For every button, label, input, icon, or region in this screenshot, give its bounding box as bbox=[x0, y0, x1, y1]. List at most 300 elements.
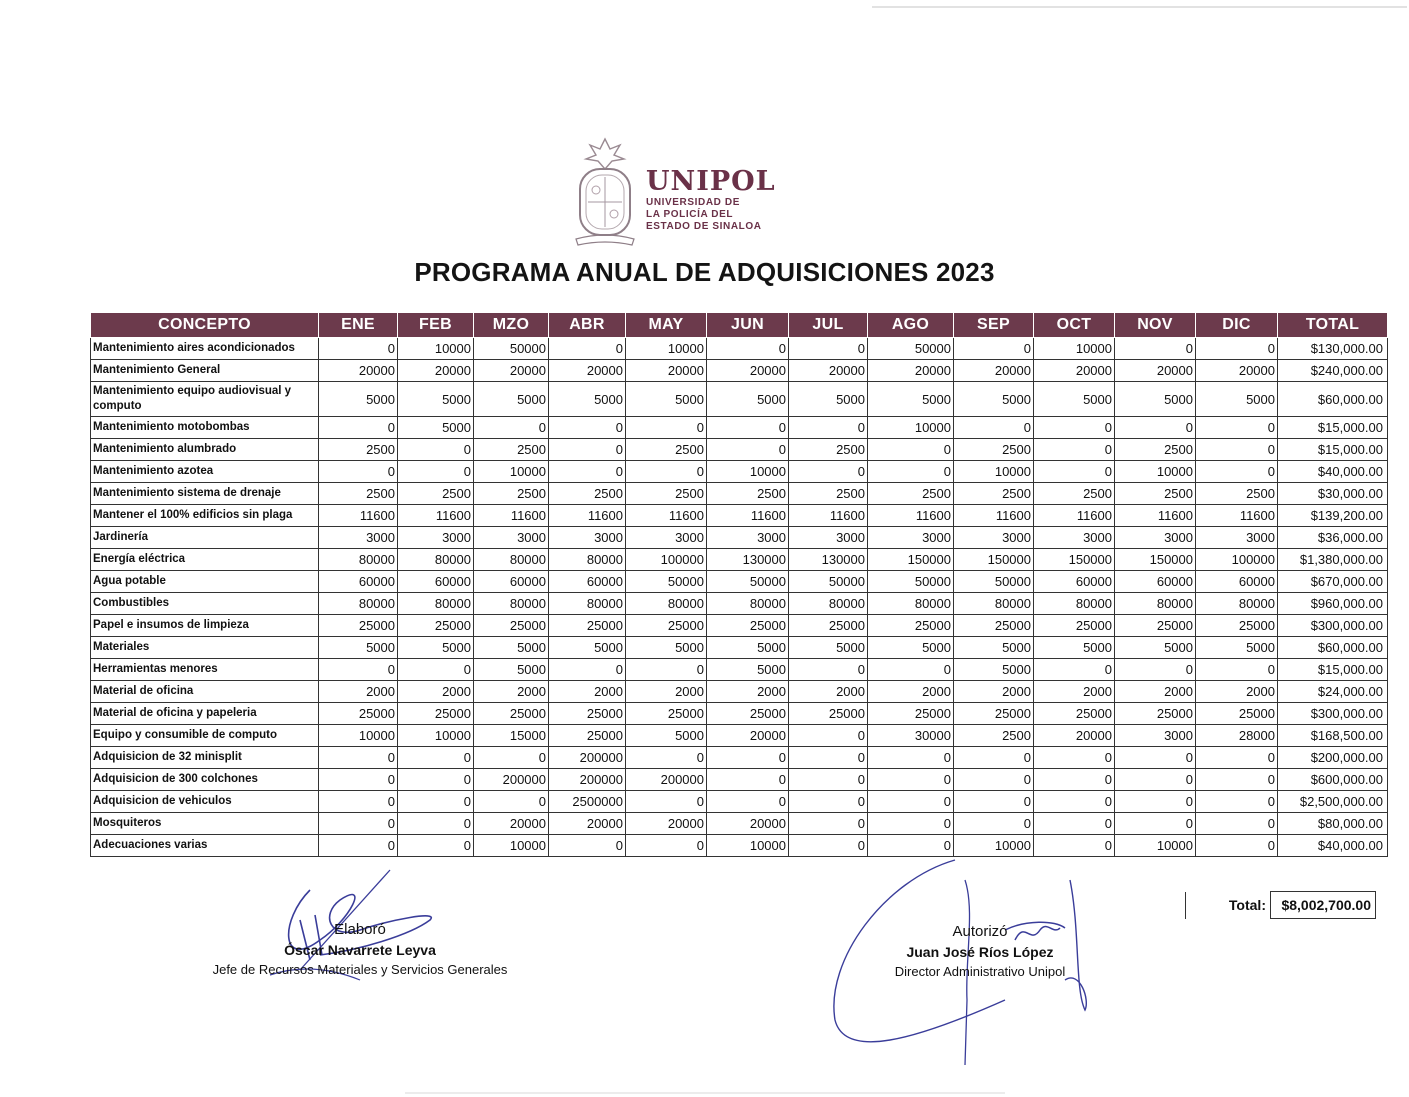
row-total-cell: $300,000.00 bbox=[1278, 615, 1388, 637]
month-value-cell: 2000 bbox=[319, 681, 398, 703]
month-value-cell: 0 bbox=[1196, 461, 1278, 483]
concept-cell: Papel e insumos de limpieza bbox=[91, 615, 319, 637]
row-total-cell: $15,000.00 bbox=[1278, 659, 1388, 681]
row-total-cell: $960,000.00 bbox=[1278, 593, 1388, 615]
row-total-cell: $168,500.00 bbox=[1278, 725, 1388, 747]
month-value-cell: 25000 bbox=[707, 703, 789, 725]
month-value-cell: 50000 bbox=[707, 571, 789, 593]
concept-cell: Material de oficina bbox=[91, 681, 319, 703]
month-value-cell: 80000 bbox=[1115, 593, 1196, 615]
table-row bbox=[91, 461, 1388, 483]
acquisitions-table bbox=[90, 312, 1388, 857]
month-value-cell: 0 bbox=[789, 659, 868, 681]
month-value-cell: 3000 bbox=[549, 527, 626, 549]
row-total-cell: $30,000.00 bbox=[1278, 483, 1388, 505]
month-value-cell: 0 bbox=[1034, 835, 1115, 857]
month-value-cell: 0 bbox=[319, 338, 398, 360]
month-value-cell: 2500 bbox=[1034, 483, 1115, 505]
month-value-cell: 0 bbox=[707, 769, 789, 791]
month-value-cell: 3000 bbox=[868, 527, 954, 549]
month-value-cell: 50000 bbox=[868, 571, 954, 593]
signature-left-name: Óscar Navarrete Leyva bbox=[284, 942, 436, 958]
month-value-cell: 0 bbox=[1115, 813, 1196, 835]
month-value-cell: 11600 bbox=[626, 505, 707, 527]
month-value-cell: 25000 bbox=[1196, 703, 1278, 725]
month-value-cell: 2500 bbox=[474, 483, 549, 505]
month-value-cell: 5000 bbox=[549, 382, 626, 417]
month-value-cell: 25000 bbox=[474, 615, 549, 637]
month-value-cell: 80000 bbox=[1196, 593, 1278, 615]
month-value-cell: 0 bbox=[1196, 791, 1278, 813]
month-value-cell: 20000 bbox=[626, 813, 707, 835]
signature-left bbox=[150, 920, 570, 980]
grand-total bbox=[1185, 891, 1376, 919]
month-value-cell: 11600 bbox=[707, 505, 789, 527]
month-value-cell: 0 bbox=[626, 791, 707, 813]
month-value-cell: 20000 bbox=[319, 360, 398, 382]
table-row bbox=[91, 549, 1388, 571]
brand-line-3: ESTADO DE SINALOA bbox=[646, 221, 762, 232]
month-value-cell: 0 bbox=[319, 791, 398, 813]
table-row bbox=[91, 527, 1388, 549]
month-value-cell: 10000 bbox=[398, 725, 474, 747]
university-seal-icon bbox=[572, 135, 638, 247]
row-total-cell: $24,000.00 bbox=[1278, 681, 1388, 703]
month-value-cell: 0 bbox=[789, 813, 868, 835]
month-value-cell: 5000 bbox=[474, 382, 549, 417]
month-value-cell: 5000 bbox=[1196, 637, 1278, 659]
month-value-cell: 20000 bbox=[707, 813, 789, 835]
table-row bbox=[91, 725, 1388, 747]
month-value-cell: 0 bbox=[474, 417, 549, 439]
month-value-cell: 0 bbox=[549, 338, 626, 360]
month-value-cell: 3000 bbox=[1115, 725, 1196, 747]
table-row bbox=[91, 483, 1388, 505]
signature-left-role: Elaboró bbox=[334, 921, 386, 938]
month-value-cell: 10000 bbox=[707, 835, 789, 857]
row-total-cell: $300,000.00 bbox=[1278, 703, 1388, 725]
month-value-cell: 0 bbox=[398, 791, 474, 813]
concept-cell: Mosquiteros bbox=[91, 813, 319, 835]
month-value-cell: 2500 bbox=[868, 483, 954, 505]
month-value-cell: 0 bbox=[868, 747, 954, 769]
month-value-cell: 25000 bbox=[549, 615, 626, 637]
month-value-cell: 2500 bbox=[707, 483, 789, 505]
month-value-cell: 80000 bbox=[319, 593, 398, 615]
month-value-cell: 0 bbox=[1115, 791, 1196, 813]
month-value-cell: 0 bbox=[1115, 747, 1196, 769]
column-header-sep: SEP bbox=[954, 313, 1034, 338]
month-value-cell: 2000 bbox=[789, 681, 868, 703]
table-row bbox=[91, 360, 1388, 382]
month-value-cell: 11600 bbox=[1196, 505, 1278, 527]
month-value-cell: 60000 bbox=[319, 571, 398, 593]
month-value-cell: 20000 bbox=[549, 360, 626, 382]
month-value-cell: 0 bbox=[398, 439, 474, 461]
concept-cell: Adquisicion de 300 colchones bbox=[91, 769, 319, 791]
table-row bbox=[91, 747, 1388, 769]
month-value-cell: 10000 bbox=[868, 417, 954, 439]
month-value-cell: 5000 bbox=[626, 725, 707, 747]
month-value-cell: 60000 bbox=[1034, 571, 1115, 593]
month-value-cell: 3000 bbox=[707, 527, 789, 549]
month-value-cell: 2500 bbox=[954, 725, 1034, 747]
month-value-cell: 0 bbox=[398, 835, 474, 857]
month-value-cell: 0 bbox=[626, 417, 707, 439]
concept-cell: Mantenimiento alumbrado bbox=[91, 439, 319, 461]
month-value-cell: 0 bbox=[954, 338, 1034, 360]
month-value-cell: 60000 bbox=[398, 571, 474, 593]
concept-cell: Mantenimiento azotea bbox=[91, 461, 319, 483]
column-header-oct: OCT bbox=[1034, 313, 1115, 338]
table-row bbox=[91, 659, 1388, 681]
table-row bbox=[91, 593, 1388, 615]
month-value-cell: 5000 bbox=[707, 659, 789, 681]
row-total-cell: $600,000.00 bbox=[1278, 769, 1388, 791]
month-value-cell: 0 bbox=[1196, 439, 1278, 461]
month-value-cell: 130000 bbox=[707, 549, 789, 571]
month-value-cell: 15000 bbox=[474, 725, 549, 747]
month-value-cell: 0 bbox=[1034, 747, 1115, 769]
month-value-cell: 5000 bbox=[319, 637, 398, 659]
month-value-cell: 20000 bbox=[868, 360, 954, 382]
month-value-cell: 11600 bbox=[549, 505, 626, 527]
month-value-cell: 0 bbox=[789, 461, 868, 483]
column-header-mzo: MZO bbox=[474, 313, 549, 338]
month-value-cell: 10000 bbox=[1115, 835, 1196, 857]
month-value-cell: 80000 bbox=[707, 593, 789, 615]
month-value-cell: 3000 bbox=[319, 527, 398, 549]
month-value-cell: 0 bbox=[398, 659, 474, 681]
month-value-cell: 11600 bbox=[319, 505, 398, 527]
month-value-cell: 20000 bbox=[474, 813, 549, 835]
scan-top-line bbox=[872, 6, 1407, 8]
page-title: PROGRAMA ANUAL DE ADQUISICIONES 2023 bbox=[414, 257, 995, 287]
month-value-cell: 25000 bbox=[549, 725, 626, 747]
month-value-cell: 0 bbox=[549, 659, 626, 681]
month-value-cell: 10000 bbox=[474, 835, 549, 857]
column-header-concepto: CONCEPTO bbox=[91, 313, 319, 338]
column-header-ago: AGO bbox=[868, 313, 954, 338]
month-value-cell: 0 bbox=[868, 659, 954, 681]
concept-cell: Adecuaciones varias bbox=[91, 835, 319, 857]
month-value-cell: 0 bbox=[398, 747, 474, 769]
concept-cell: Jardinería bbox=[91, 527, 319, 549]
month-value-cell: 5000 bbox=[954, 659, 1034, 681]
month-value-cell: 20000 bbox=[626, 360, 707, 382]
row-total-cell: $40,000.00 bbox=[1278, 461, 1388, 483]
month-value-cell: 0 bbox=[707, 417, 789, 439]
column-header-abr: ABR bbox=[549, 313, 626, 338]
month-value-cell: 3000 bbox=[954, 527, 1034, 549]
row-total-cell: $1,380,000.00 bbox=[1278, 549, 1388, 571]
month-value-cell: 25000 bbox=[707, 615, 789, 637]
month-value-cell: 25000 bbox=[319, 703, 398, 725]
month-value-cell: 0 bbox=[1115, 769, 1196, 791]
row-total-cell: $139,200.00 bbox=[1278, 505, 1388, 527]
month-value-cell: 5000 bbox=[1196, 382, 1278, 417]
month-value-cell: 0 bbox=[868, 461, 954, 483]
table-row bbox=[91, 505, 1388, 527]
month-value-cell: 11600 bbox=[954, 505, 1034, 527]
month-value-cell: 0 bbox=[319, 813, 398, 835]
month-value-cell: 25000 bbox=[474, 703, 549, 725]
month-value-cell: 0 bbox=[474, 791, 549, 813]
concept-cell: Material de oficina y papeleria bbox=[91, 703, 319, 725]
brand-name: UNIPOL bbox=[646, 166, 776, 197]
row-total-cell: $670,000.00 bbox=[1278, 571, 1388, 593]
month-value-cell: 10000 bbox=[954, 835, 1034, 857]
month-value-cell: 0 bbox=[954, 769, 1034, 791]
concept-cell: Adquisicion de 32 minisplit bbox=[91, 747, 319, 769]
month-value-cell: 0 bbox=[549, 417, 626, 439]
month-value-cell: 2500 bbox=[474, 439, 549, 461]
month-value-cell: 80000 bbox=[954, 593, 1034, 615]
month-value-cell: 2500 bbox=[789, 439, 868, 461]
month-value-cell: 2500 bbox=[954, 483, 1034, 505]
month-value-cell: 10000 bbox=[707, 461, 789, 483]
month-value-cell: 11600 bbox=[868, 505, 954, 527]
month-value-cell: 150000 bbox=[1034, 549, 1115, 571]
month-value-cell: 25000 bbox=[1115, 615, 1196, 637]
concept-cell: Combustibles bbox=[91, 593, 319, 615]
month-value-cell: 5000 bbox=[707, 637, 789, 659]
month-value-cell: 2500 bbox=[789, 483, 868, 505]
month-value-cell: 150000 bbox=[1115, 549, 1196, 571]
month-value-cell: 2500000 bbox=[549, 791, 626, 813]
month-value-cell: 150000 bbox=[954, 549, 1034, 571]
month-value-cell: 25000 bbox=[868, 615, 954, 637]
month-value-cell: 60000 bbox=[1196, 571, 1278, 593]
month-value-cell: 0 bbox=[789, 747, 868, 769]
month-value-cell: 0 bbox=[549, 835, 626, 857]
month-value-cell: 5000 bbox=[1034, 382, 1115, 417]
month-value-cell: 0 bbox=[398, 461, 474, 483]
month-value-cell: 20000 bbox=[1196, 360, 1278, 382]
month-value-cell: 28000 bbox=[1196, 725, 1278, 747]
table-header-row bbox=[91, 313, 1388, 338]
month-value-cell: 80000 bbox=[474, 593, 549, 615]
month-value-cell: 80000 bbox=[319, 549, 398, 571]
concept-cell: Energía eléctrica bbox=[91, 549, 319, 571]
month-value-cell: 2000 bbox=[1115, 681, 1196, 703]
signature-right-name: Juan José Ríos López bbox=[906, 944, 1054, 960]
month-value-cell: 3000 bbox=[1034, 527, 1115, 549]
row-total-cell: $2,500,000.00 bbox=[1278, 791, 1388, 813]
month-value-cell: 5000 bbox=[626, 637, 707, 659]
month-value-cell: 0 bbox=[626, 835, 707, 857]
month-value-cell: 20000 bbox=[474, 360, 549, 382]
month-value-cell: 25000 bbox=[789, 703, 868, 725]
month-value-cell: 100000 bbox=[626, 549, 707, 571]
month-value-cell: 0 bbox=[868, 769, 954, 791]
month-value-cell: 80000 bbox=[868, 593, 954, 615]
signature-left-title: Jefe de Recursos Materiales y Servicios Generales bbox=[212, 962, 508, 977]
column-header-ene: ENE bbox=[319, 313, 398, 338]
month-value-cell: 0 bbox=[1034, 813, 1115, 835]
month-value-cell: 10000 bbox=[954, 461, 1034, 483]
concept-cell: Materiales bbox=[91, 637, 319, 659]
table-row bbox=[91, 382, 1388, 417]
month-value-cell: 2000 bbox=[549, 681, 626, 703]
month-value-cell: 25000 bbox=[1034, 703, 1115, 725]
month-value-cell: 11600 bbox=[1034, 505, 1115, 527]
month-value-cell: 0 bbox=[1196, 769, 1278, 791]
month-value-cell: 2500 bbox=[1115, 439, 1196, 461]
column-header-jun: JUN bbox=[707, 313, 789, 338]
month-value-cell: 0 bbox=[954, 791, 1034, 813]
month-value-cell: 25000 bbox=[398, 615, 474, 637]
month-value-cell: 80000 bbox=[549, 593, 626, 615]
month-value-cell: 0 bbox=[1115, 659, 1196, 681]
table-row bbox=[91, 681, 1388, 703]
month-value-cell: 80000 bbox=[474, 549, 549, 571]
concept-cell: Mantener el 100% edificios sin plaga bbox=[91, 505, 319, 527]
month-value-cell: 5000 bbox=[789, 637, 868, 659]
signature-right bbox=[860, 922, 1100, 982]
month-value-cell: 0 bbox=[1034, 769, 1115, 791]
month-value-cell: 10000 bbox=[1115, 461, 1196, 483]
month-value-cell: 25000 bbox=[868, 703, 954, 725]
month-value-cell: 0 bbox=[1034, 439, 1115, 461]
row-total-cell: $130,000.00 bbox=[1278, 338, 1388, 360]
month-value-cell: 0 bbox=[707, 338, 789, 360]
concept-cell: Mantenimiento sistema de drenaje bbox=[91, 483, 319, 505]
month-value-cell: 0 bbox=[1196, 813, 1278, 835]
month-value-cell: 11600 bbox=[398, 505, 474, 527]
month-value-cell: 0 bbox=[319, 659, 398, 681]
month-value-cell: 0 bbox=[707, 439, 789, 461]
concept-cell: Mantenimiento aires acondicionados bbox=[91, 338, 319, 360]
month-value-cell: 0 bbox=[319, 769, 398, 791]
column-header-dic: DIC bbox=[1196, 313, 1278, 338]
month-value-cell: 50000 bbox=[626, 571, 707, 593]
month-value-cell: 25000 bbox=[626, 703, 707, 725]
month-value-cell: 60000 bbox=[474, 571, 549, 593]
month-value-cell: 3000 bbox=[474, 527, 549, 549]
month-value-cell: 0 bbox=[398, 769, 474, 791]
column-header-may: MAY bbox=[626, 313, 707, 338]
month-value-cell: 60000 bbox=[549, 571, 626, 593]
month-value-cell: 25000 bbox=[1196, 615, 1278, 637]
month-value-cell: 0 bbox=[1196, 338, 1278, 360]
month-value-cell: 80000 bbox=[626, 593, 707, 615]
month-value-cell: 25000 bbox=[398, 703, 474, 725]
month-value-cell: 0 bbox=[319, 835, 398, 857]
month-value-cell: 0 bbox=[707, 747, 789, 769]
month-value-cell: 2500 bbox=[398, 483, 474, 505]
month-value-cell: 0 bbox=[549, 461, 626, 483]
month-value-cell: 5000 bbox=[474, 659, 549, 681]
month-value-cell: 0 bbox=[1034, 791, 1115, 813]
grand-total-value: $8,002,700.00 bbox=[1271, 892, 1376, 919]
month-value-cell: 0 bbox=[626, 659, 707, 681]
month-value-cell: 2500 bbox=[954, 439, 1034, 461]
month-value-cell: 5000 bbox=[868, 382, 954, 417]
concept-cell: Herramientas menores bbox=[91, 659, 319, 681]
month-value-cell: 11600 bbox=[474, 505, 549, 527]
month-value-cell: 0 bbox=[319, 417, 398, 439]
month-value-cell: 0 bbox=[1034, 461, 1115, 483]
month-value-cell: 0 bbox=[868, 813, 954, 835]
month-value-cell: 0 bbox=[707, 791, 789, 813]
table-row bbox=[91, 571, 1388, 593]
month-value-cell: 20000 bbox=[1115, 360, 1196, 382]
month-value-cell: 20000 bbox=[954, 360, 1034, 382]
month-value-cell: 20000 bbox=[707, 360, 789, 382]
month-value-cell: 5000 bbox=[398, 382, 474, 417]
month-value-cell: 0 bbox=[1196, 747, 1278, 769]
month-value-cell: 60000 bbox=[1115, 571, 1196, 593]
month-value-cell: 200000 bbox=[626, 769, 707, 791]
signature-right-role: Autorizó bbox=[952, 923, 1008, 940]
month-value-cell: 0 bbox=[398, 813, 474, 835]
brand-block bbox=[646, 167, 776, 233]
month-value-cell: 20000 bbox=[707, 725, 789, 747]
concept-cell: Mantenimiento General bbox=[91, 360, 319, 382]
table-row bbox=[91, 637, 1388, 659]
month-value-cell: 5000 bbox=[398, 637, 474, 659]
month-value-cell: 80000 bbox=[398, 549, 474, 571]
table-row bbox=[91, 769, 1388, 791]
row-total-cell: $15,000.00 bbox=[1278, 439, 1388, 461]
month-value-cell: 25000 bbox=[626, 615, 707, 637]
month-value-cell: 2000 bbox=[626, 681, 707, 703]
month-value-cell: 25000 bbox=[954, 703, 1034, 725]
month-value-cell: 0 bbox=[954, 417, 1034, 439]
column-header-jul: JUL bbox=[789, 313, 868, 338]
row-total-cell: $15,000.00 bbox=[1278, 417, 1388, 439]
table-row bbox=[91, 417, 1388, 439]
month-value-cell: 3000 bbox=[1196, 527, 1278, 549]
concept-cell: Equipo y consumible de computo bbox=[91, 725, 319, 747]
row-total-cell: $60,000.00 bbox=[1278, 637, 1388, 659]
month-value-cell: 50000 bbox=[868, 338, 954, 360]
month-value-cell: 0 bbox=[474, 747, 549, 769]
month-value-cell: 25000 bbox=[789, 615, 868, 637]
month-value-cell: 2000 bbox=[474, 681, 549, 703]
month-value-cell: 30000 bbox=[868, 725, 954, 747]
row-total-cell: $36,000.00 bbox=[1278, 527, 1388, 549]
month-value-cell: 130000 bbox=[789, 549, 868, 571]
month-value-cell: 3000 bbox=[789, 527, 868, 549]
month-value-cell: 100000 bbox=[1196, 549, 1278, 571]
month-value-cell: 0 bbox=[319, 461, 398, 483]
month-value-cell: 5000 bbox=[954, 637, 1034, 659]
month-value-cell: 0 bbox=[868, 791, 954, 813]
month-value-cell: 0 bbox=[1115, 417, 1196, 439]
month-value-cell: 150000 bbox=[868, 549, 954, 571]
month-value-cell: 80000 bbox=[549, 549, 626, 571]
month-value-cell: 5000 bbox=[954, 382, 1034, 417]
month-value-cell: 0 bbox=[868, 439, 954, 461]
month-value-cell: 2500 bbox=[1115, 483, 1196, 505]
month-value-cell: 0 bbox=[1196, 659, 1278, 681]
concept-cell: Mantenimiento motobombas bbox=[91, 417, 319, 439]
row-total-cell: $240,000.00 bbox=[1278, 360, 1388, 382]
month-value-cell: 0 bbox=[789, 338, 868, 360]
month-value-cell: 11600 bbox=[789, 505, 868, 527]
table-row bbox=[91, 615, 1388, 637]
month-value-cell: 20000 bbox=[398, 360, 474, 382]
month-value-cell: 200000 bbox=[549, 747, 626, 769]
month-value-cell: 2000 bbox=[1034, 681, 1115, 703]
month-value-cell: 200000 bbox=[474, 769, 549, 791]
month-value-cell: 0 bbox=[954, 747, 1034, 769]
month-value-cell: 10000 bbox=[319, 725, 398, 747]
month-value-cell: 0 bbox=[789, 835, 868, 857]
brand-line-1: UNIVERSIDAD DE bbox=[646, 197, 740, 208]
